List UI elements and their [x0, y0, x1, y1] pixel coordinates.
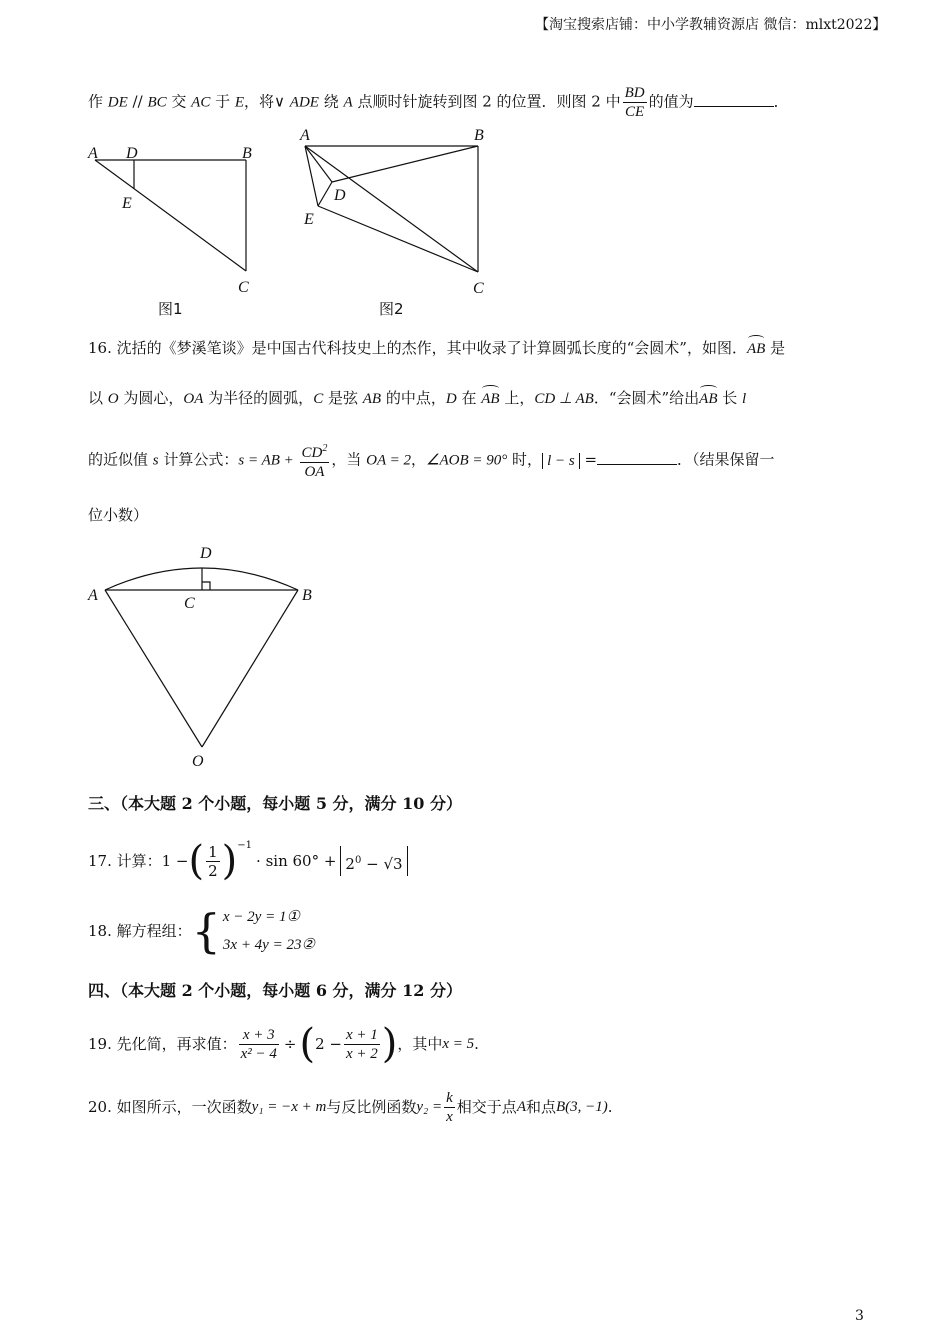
q16-d: D — [445, 391, 457, 407]
q17-abs-a: 2 — [345, 855, 355, 873]
q20-end: . — [607, 1098, 613, 1116]
q16-l2-g: 上， — [499, 389, 535, 407]
q17-label: 17. 计算： — [88, 852, 162, 870]
q19-cond: x = 5 — [442, 1036, 475, 1052]
q16-frac-sup: 2 — [322, 443, 328, 454]
q20-a: A — [516, 1099, 526, 1115]
q16-l3-e: 时， — [507, 450, 543, 469]
q17-exp: −1 — [237, 840, 253, 851]
figure-2 — [290, 124, 500, 324]
q20-x: x — [446, 1108, 453, 1125]
q15-frac-den: CE — [625, 104, 645, 120]
q16-line4: 位小数） — [88, 506, 149, 524]
fig3-label-b: B — [302, 587, 312, 604]
fig3-label-a: A — [88, 587, 98, 604]
q15-pre1: 作 — [88, 92, 108, 111]
q20-label: 20. 如图所示，一次函数 — [88, 1098, 252, 1116]
q20-y1: y₁ = −x + m — [251, 1099, 327, 1115]
q15-post: 的值为 — [648, 92, 694, 111]
q16-l2-i: 长 — [717, 389, 743, 407]
q18 — [88, 900, 315, 962]
q16-line2 — [88, 388, 746, 409]
q16-l2-h: ．“会圆术”给出 — [593, 389, 700, 407]
fig2-line-de — [318, 182, 332, 206]
q15-ade: ADE — [289, 94, 319, 111]
q16-ab: AB — [362, 391, 382, 407]
q16-line1-post: 是 — [765, 339, 786, 357]
figure-sector — [80, 540, 330, 775]
q19-div: ÷ — [283, 1035, 297, 1053]
q16-l3-g: ．（结果保留一 — [677, 450, 775, 469]
q19-f2-num: x + 1 — [345, 1026, 378, 1043]
q18-system — [223, 903, 315, 959]
q20-k: k — [446, 1089, 453, 1106]
fig1-caption: 图1 — [158, 300, 183, 318]
fig1-label-b: B — [242, 145, 252, 162]
q16-o: O — [107, 391, 119, 407]
fig1-label-d: D — [126, 145, 138, 162]
q17-paren-open: ( — [188, 838, 205, 884]
q15-frac-num: BD — [624, 85, 645, 101]
q17 — [88, 836, 408, 886]
q19-paren-close: ) — [381, 1021, 398, 1067]
q19-f1-den: x² − 4 — [240, 1045, 277, 1062]
q17-half-den: 2 — [208, 861, 218, 880]
q16-cd-perp: CD ⊥ AB — [534, 391, 594, 407]
fig2-caption: 图2 — [379, 300, 404, 318]
q16-abs-expr: l − s — [542, 453, 580, 469]
q17-abs-b: − √3 — [361, 855, 403, 873]
page-number: 3 — [855, 1308, 864, 1324]
q15-ac: AC — [191, 94, 211, 111]
q15-mid5: 点顺时针旋转到图 2 的位置．则图 2 中 — [352, 92, 621, 111]
q16-arc-ab-3: AB — [699, 391, 718, 407]
q17-abs-exp: 0 — [354, 855, 362, 866]
q16-s: s — [152, 452, 159, 469]
q16-line1 — [88, 338, 785, 359]
q16-oa: OA — [183, 391, 204, 407]
q15-de: DE — [107, 94, 128, 111]
q19-two: 2 − — [315, 1035, 342, 1053]
q19-f1-num: x + 3 — [239, 1026, 279, 1045]
q17-paren-close: ) — [221, 838, 238, 884]
fig1-label-c: C — [238, 279, 249, 296]
fig3-label-c: C — [184, 595, 195, 612]
q16-frac-num: CD — [301, 445, 323, 461]
right-angle-mark — [202, 582, 210, 590]
q20-y2: y₂ = — [416, 1099, 443, 1115]
q17-one: 1 − — [161, 852, 189, 870]
q17-half — [206, 843, 220, 880]
q15-end: ． — [773, 92, 789, 111]
q16-formula-left: s = AB + — [238, 452, 298, 469]
q16-arc-ab: AB — [746, 341, 766, 357]
q19 — [88, 1018, 479, 1070]
q19-post: ，其中 — [397, 1035, 443, 1053]
q15-mid1: 交 — [166, 92, 192, 111]
q15-e: E — [234, 94, 245, 111]
q20-and: 和点 — [525, 1098, 556, 1116]
q16-l: l — [742, 391, 747, 407]
q19-end: . — [474, 1035, 479, 1053]
fig3-label-o: O — [192, 753, 204, 770]
q17-abs — [340, 846, 407, 876]
q20-mid: 与反比例函数 — [326, 1098, 417, 1116]
q16-c: C — [313, 391, 324, 407]
q19-label: 19. 先化简，再求值： — [88, 1035, 237, 1053]
fig2-label-d: D — [334, 187, 346, 204]
q20 — [88, 1084, 613, 1130]
q18-label: 18. 解方程组： — [88, 922, 192, 940]
q19-f2-den: x + 2 — [345, 1045, 378, 1062]
fig1-label-a: A — [88, 145, 98, 162]
q16-line1-pre: 16. 沈括的《梦溪笔谈》是中国古代科技史上的杰作，其中收录了计算圆弧长度的“会圆术”，如图． — [88, 339, 747, 357]
q15-text — [88, 84, 789, 121]
q15-par: // — [127, 92, 148, 111]
q17-half-num: 1 — [208, 842, 218, 861]
q16-answer-blank[interactable] — [597, 450, 677, 465]
q18-brace: { — [191, 904, 221, 958]
q16-arc-ab-2: AB — [481, 391, 500, 407]
q20-b: B(3, −1) — [556, 1099, 608, 1115]
q19-paren-open: ( — [299, 1021, 316, 1067]
fig2-label-c: C — [473, 280, 484, 297]
q16-fraction — [300, 440, 330, 481]
q16-angle: ∠AOB = 90° — [426, 452, 508, 469]
q16-l2-e: 的中点， — [381, 389, 446, 407]
section-4-title: 四、（本大题 2 个小题，每小题 6 分，满分 12 分） — [88, 981, 462, 1000]
q16-line3 — [88, 440, 775, 481]
q20-frac — [444, 1089, 455, 1126]
q15-mid4: 绕 — [318, 92, 344, 111]
q19-frac2 — [344, 1026, 380, 1063]
q16-l2-a: 以 — [88, 389, 108, 407]
fig3-label-d: D — [200, 545, 212, 562]
sector-radius-ob — [202, 590, 298, 747]
sector-radius-oa — [105, 590, 202, 747]
fig2-label-b: B — [474, 127, 484, 144]
q15-fraction — [623, 84, 647, 121]
q16-l3-c: ，当 — [331, 450, 367, 469]
q16-l3-b: 计算公式： — [158, 450, 239, 469]
section-3-title: 三、（本大题 2 个小题，每小题 5 分，满分 10 分） — [88, 794, 462, 813]
figure-1 — [80, 138, 280, 323]
q20-post: 相交于点 — [456, 1098, 517, 1116]
fig2-line-ac — [305, 146, 478, 272]
fig1-line-ac — [95, 160, 246, 271]
q16-frac-den: OA — [304, 464, 325, 480]
q16-l3-a: 的近似值 — [88, 450, 153, 469]
fig2-label-e: E — [304, 211, 314, 228]
q16-l3-f: = — [579, 450, 598, 469]
q19-frac1 — [239, 1026, 279, 1063]
q16-l2-c: 为半径的圆弧， — [203, 389, 314, 407]
q15-mid2: 于 — [210, 92, 235, 111]
q17-sin: · sin 60° + — [256, 852, 337, 870]
q15-bc: BC — [147, 94, 167, 111]
q16-l2-d: 是弦 — [323, 389, 363, 407]
q16-l2-b: 为圆心， — [118, 389, 184, 407]
page-header: 【淘宝搜索店铺：中小学教辅资源店 微信：mlxt2022】 — [535, 17, 887, 33]
fig1-label-e: E — [122, 195, 132, 212]
q15-a: A — [343, 94, 353, 111]
q18-eq1: x − 2y = 1① — [222, 909, 300, 925]
fig2-label-a: A — [300, 127, 310, 144]
q16-l3-d: ， — [411, 450, 427, 469]
fig2-line-ce — [318, 206, 478, 272]
q18-eq2: 3x + 4y = 23② — [222, 937, 315, 953]
q16-l2-f: 在 — [456, 389, 482, 407]
q15-answer-blank[interactable] — [694, 92, 774, 107]
fig2-line-bd — [332, 146, 478, 182]
q16-oa-eq: OA = 2 — [366, 452, 412, 469]
q15-mid3: ，将∨ — [244, 92, 290, 111]
